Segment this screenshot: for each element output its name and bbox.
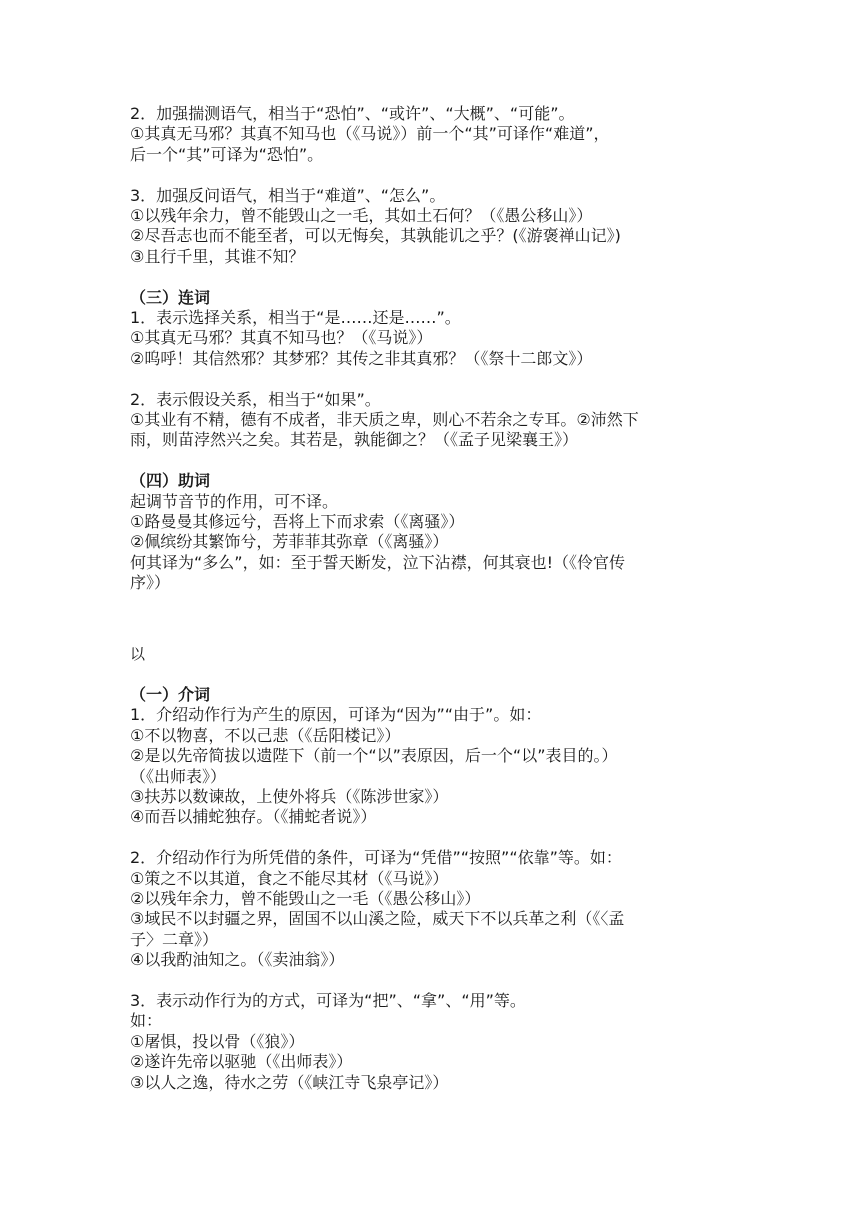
- example-line: （《出师表》）: [130, 766, 227, 786]
- paragraph-gap: [130, 594, 742, 624]
- item-title: 2．介绍动作行为所凭借的条件，可译为“凭借”“按照”“依靠”等。如：: [130, 848, 622, 868]
- example-line: ①以残年余力，曾不能毁山之一毛，其如土石何？（《愚公移山》）: [130, 206, 593, 226]
- example-line: 序》）: [130, 573, 171, 593]
- paragraph-gap: [130, 664, 742, 684]
- example-line: 后一个“其”可译为“恐怕”。: [130, 144, 324, 164]
- document-body: [130, 104, 742, 1093]
- example-line: ②遂许先帝以驱驰（《出师表》）: [130, 1052, 353, 1072]
- paragraph-gap: [130, 165, 742, 185]
- example-line: ①其真无马邪？其真不知马也（《马说》）前一个“其”可译作“难道”，: [130, 124, 610, 144]
- paragraph-gap: [130, 624, 742, 644]
- example-line: ④而吾以捕蛇独存。（《捕蛇者说》）: [130, 807, 377, 827]
- paragraph-gap: [130, 451, 742, 471]
- example-line: ①路曼曼其修远兮，吾将上下而求索（《离骚》）: [130, 512, 465, 532]
- item-title: 1．介绍动作行为产生的原因，可译为“因为”“由于”。如：: [130, 705, 542, 725]
- example-line: ②以残年余力，曾不能毁山之一毛（《愚公移山》）: [130, 888, 481, 908]
- paragraph-gap: [130, 828, 742, 848]
- example-line: ②呜呼！其信然邪？其梦邪？其传之非其真邪？（《祭十二郎文》）: [130, 348, 593, 368]
- preposition-section: [130, 685, 742, 1093]
- example-line: ①策之不以其道，食之不能尽其材（《马说》）: [130, 868, 449, 888]
- paragraph-gap: [130, 971, 742, 991]
- example-line: ③以人之逸，待水之劳（《峡江寺飞泉亭记》）: [130, 1072, 449, 1092]
- example-line: ②是以先帝简拔以遗陛下（前一个“以”表原因，后一个“以”表目的。）: [130, 746, 618, 766]
- example-line: ③且行千里，其谁不知？: [130, 246, 305, 266]
- example-line: ①不以物喜，不以己悲（《岳阳楼记》）: [130, 725, 401, 745]
- item-title: 2．加强揣测语气，相当于“恐怕”、“或许”、“大概”、“可能”。: [130, 104, 575, 123]
- item-title: 3．加强反问语气，相当于“难道”、“怎么”。: [130, 185, 446, 205]
- item-title: 3．表示动作行为的方式，可译为“把”、“拿”、“用”等。: [130, 990, 526, 1010]
- example-line: 子〉二章》）: [130, 929, 219, 949]
- example-line: ②尽吾志也而不能至者，可以无悔矣，其孰能讥之乎？(《游褒禅山记》): [130, 226, 621, 246]
- section-heading: （一）介词: [130, 684, 211, 704]
- paragraph-gap: [130, 267, 742, 287]
- auxiliary-section: [130, 471, 742, 593]
- item-intro: 如：: [130, 1011, 163, 1031]
- example-line: ③域民不以封疆之界，固国不以山溪之险，威天下不以兵革之利（《〈孟: [130, 909, 625, 929]
- example-line: ②佩缤纷其繁饰兮，芳菲菲其弥章（《离骚》）: [130, 532, 449, 552]
- example-line: ③扶苏以数谏故，上使外将兵（《陈涉世家》）: [130, 786, 449, 806]
- example-line: ④以我酌油知之。（《卖油翁》）: [130, 950, 345, 970]
- section-heading: （四）助词: [130, 471, 211, 491]
- section-description: 起调节音节的作用，可不译。: [130, 491, 339, 511]
- example-line: ①其真无马邪？其真不知马也？（《马说》）: [130, 328, 433, 348]
- example-line: 何其译为“多么”，如：至于誓天断发，泣下沾襟，何其衰也!（《伶官传: [130, 552, 625, 572]
- item-title: 1．表示选择关系，相当于“是……还是……”。: [130, 308, 461, 328]
- section-heading: （三）连词: [130, 287, 211, 307]
- example-line: ①屠惧，投以骨（《狼》）: [130, 1031, 305, 1051]
- qi-particle-section: [130, 104, 742, 267]
- entry-word: 以: [130, 645, 146, 664]
- paragraph-gap: [130, 369, 742, 389]
- example-line: ①其业有不精，德有不成者，非天质之卑，则心不若余之专耳。②沛然下: [130, 410, 639, 430]
- example-line: 雨，则苗浡然兴之矣。其若是，孰能御之？（《孟子见梁襄王》）: [130, 430, 579, 450]
- conjunction-section: [130, 288, 742, 451]
- item-title: 2．表示假设关系，相当于“如果”。: [130, 389, 381, 409]
